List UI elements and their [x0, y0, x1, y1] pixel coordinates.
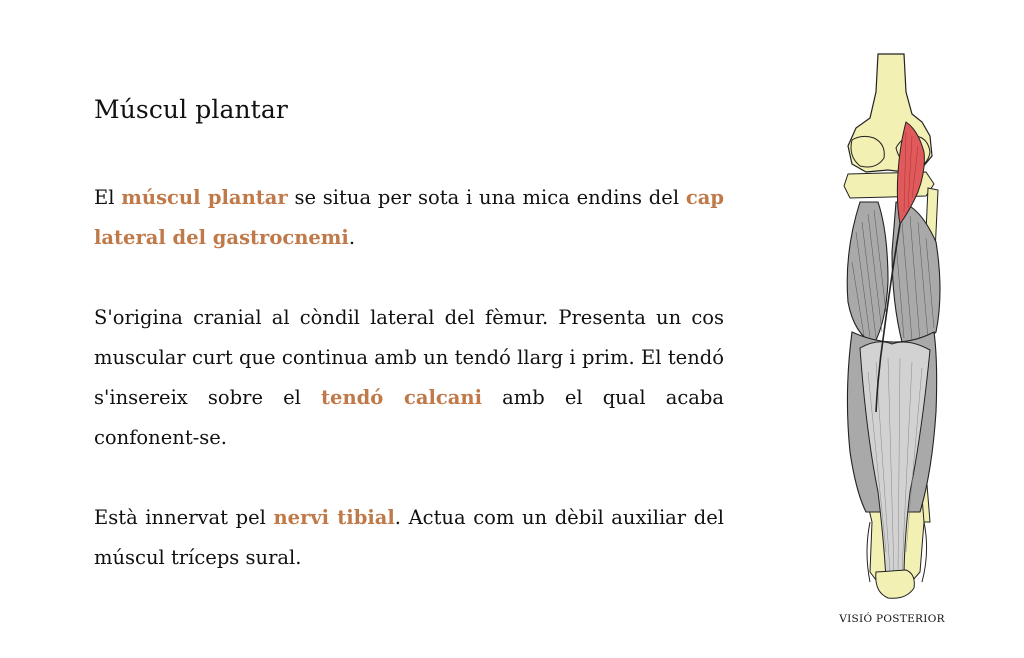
calcaneus-bone	[876, 570, 915, 598]
paragraph-innervation	[94, 498, 724, 578]
link-tendo-calcani[interactable]: tendó calcani	[321, 386, 482, 409]
text-segment: amb el qual acaba confonent-se.	[94, 386, 725, 449]
text-segment: . Actua com un dèbil auxiliar del múscul tríceps sural.	[94, 506, 724, 569]
article	[94, 88, 724, 578]
text-segment: se situa per sota i una mica endins del	[287, 186, 686, 209]
text-segment: El	[94, 186, 122, 209]
gastrocnemius-medial-head	[847, 202, 888, 344]
femoral-condyle-medial	[851, 136, 884, 167]
link-nervi-tibial[interactable]: nervi tibial	[273, 506, 395, 529]
text-segment: .	[348, 226, 356, 249]
link-muscul-plantar[interactable]: múscul plantar	[121, 186, 288, 209]
paragraph-origin	[94, 298, 724, 458]
text-segment: Està innervat pel	[94, 506, 274, 529]
link-cap-lateral-gastrocnemi[interactable]: cap lateral del gastrocnemi	[94, 186, 724, 249]
page-title: Múscul plantar	[94, 95, 288, 124]
figure-caption: VISIÓ POSTERIOR	[839, 613, 945, 625]
paragraph-intro	[94, 178, 724, 258]
leg-posterior-illustration	[826, 52, 956, 602]
text-segment: S'origina cranial al còndil lateral del fèmur. Presenta un cos muscular curt que continua amb un tendó llarg i prim. El tendó s'insereix sobre el	[94, 306, 724, 409]
